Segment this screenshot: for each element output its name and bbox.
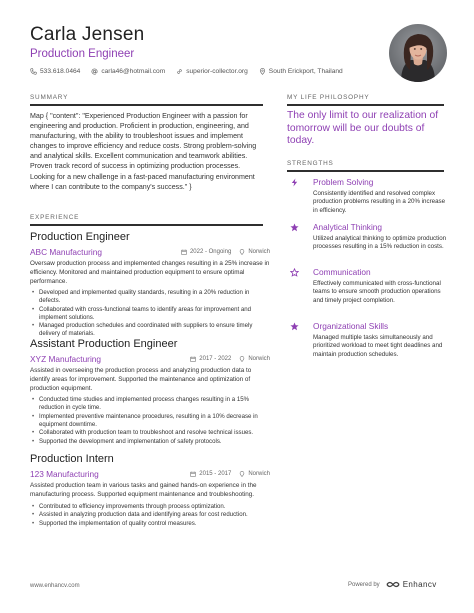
strength-title: Communication [313, 267, 371, 277]
at-icon [91, 68, 98, 75]
footer-branding [348, 580, 437, 589]
job-bullet: • Supported the development and implementation of safety protocols. [30, 438, 270, 446]
job-entry [30, 231, 270, 339]
calendar-icon [190, 471, 196, 477]
contact-email[interactable] [91, 67, 165, 76]
job-bullet: • Implemented preventive maintenance procedures, resulting in a 10% decrease in equipment downtime. [30, 413, 270, 429]
candidate-name: Carla Jensen [30, 24, 145, 45]
strength-title: Analytical Thinking [313, 222, 383, 232]
location-pin-icon [239, 249, 245, 255]
location-pin-icon [239, 471, 245, 477]
company-name: XYZ Manufacturing [30, 354, 102, 364]
experience-divider [30, 224, 263, 226]
job-bullet: • Collaborated with cross-functional teams to identify areas for improvement and implement solutions. [30, 306, 270, 322]
job-title: Assistant Production Engineer [30, 338, 178, 350]
contact-email-text: carla46@hotmail.com [101, 68, 166, 75]
job-dates: 2022 - Ongoing [189, 249, 232, 255]
job-bullets [30, 289, 270, 337]
job-title: Production Intern [30, 453, 114, 465]
star-icon [290, 322, 299, 331]
location-pin-icon [239, 356, 245, 362]
strength-title: Organizational Skills [313, 321, 389, 331]
strengths-heading: STRENGTHS [287, 160, 334, 167]
contact-location-text: South Erickport, Thailand [268, 68, 343, 75]
powered-by-label: Powered by [348, 581, 380, 588]
contact-phone-text: 533.618.0464 [40, 68, 81, 75]
job-location: Norwich [248, 356, 270, 362]
philosophy-divider [287, 104, 444, 106]
contact-bar [30, 67, 343, 76]
job-location: Norwich [248, 249, 270, 255]
job-bullets [30, 396, 270, 445]
strength-title: Problem Solving [313, 177, 374, 187]
job-meta [30, 247, 270, 257]
job-meta [30, 354, 270, 364]
contact-website-text: superior-collector.org [186, 68, 248, 75]
contact-location [259, 67, 343, 76]
summary-heading: SUMMARY [30, 94, 69, 101]
brand-logo[interactable] [386, 580, 437, 589]
job-bullet: • Conducted time studies and implemented process changes resulting in a 15% reduction in cycle time. [30, 396, 270, 412]
job-description: Assisted in overseeing the production process and analyzing production data to identify areas for improvement. Supported the maintenance and optimization of production equipment. [30, 367, 252, 392]
job-entry [30, 453, 270, 528]
footer-website[interactable]: www.enhancv.com [30, 583, 80, 589]
philosophy-heading: MY LIFE PHILOSOPHY [287, 94, 370, 101]
brand-name: Enhancv [402, 580, 437, 589]
summary-divider [30, 104, 263, 106]
job-dates: 2015 - 2017 [199, 471, 232, 477]
job-bullet: • Assisted in analyzing production data and identifying areas for cost reduction. [30, 511, 270, 519]
experience-heading: EXPERIENCE [30, 214, 80, 221]
company-name: 123 Manufacturing [30, 469, 99, 479]
phone-icon [30, 68, 37, 75]
location-pin-icon [259, 68, 266, 75]
contact-website[interactable] [176, 67, 248, 76]
job-description: Oversaw production process and implemented changes resulting in a 25% increase in efficiency. Monitored and maintained production equipment to ensure optimal performance. [30, 260, 270, 285]
job-bullets [30, 503, 270, 528]
link-icon [176, 68, 183, 75]
job-bullet: • Contributed to efficiency improvements through process optimization. [30, 503, 270, 511]
job-title: Production Engineer [30, 231, 130, 243]
strength-description: Managed multiple tasks simultaneously and prioritized workload to meet tight deadlines and maintain production schedules. [313, 334, 443, 358]
strength-item [287, 267, 447, 305]
calendar-icon [181, 249, 187, 255]
job-meta [30, 469, 270, 479]
job-entry [30, 338, 270, 446]
company-name: ABC Manufacturing [30, 247, 102, 257]
strength-description: Consistently identified and resolved complex production problems resulting in a 20% increase in efficiency. [313, 190, 446, 214]
job-bullet: • Developed and implemented quality standards, resulting in a 20% reduction in defects. [30, 289, 270, 305]
job-dates: 2017 - 2022 [199, 356, 232, 362]
job-location: Norwich [248, 471, 270, 477]
enhancv-logo-icon [386, 580, 400, 589]
strength-description: Utilized analytical thinking to optimize production processes resulting in a 15% reduction in costs. [313, 235, 447, 251]
job-description: Assisted production team in various tasks and gained hands-on experience in the manufacturing process. Supported equipment maintenance and troubleshooting. [30, 482, 257, 498]
strength-description: Effectively communicated with cross-functional teams to ensure smooth production operations and timely project completion. [313, 280, 441, 304]
strength-item [287, 321, 447, 359]
strength-item [287, 177, 447, 215]
star-icon [290, 223, 299, 232]
job-bullet: • Collaborated with production team to troubleshoot and resolve technical issues. [30, 429, 270, 437]
job-bullet: • Managed production schedules and coordinated with suppliers to ensure timely delivery of materials. [30, 322, 270, 338]
calendar-icon [190, 356, 196, 362]
lightning-icon [290, 178, 299, 187]
philosophy-quote: The only limit to our realization of tomorrow will be our doubts of today. [287, 110, 439, 146]
candidate-title: Production Engineer [30, 48, 135, 60]
star-outline-icon [290, 268, 299, 277]
summary-text: Map { "content": "Experienced Production Engineer with a passion for engineering and production. Proficient in production, engineering, and manufacturing, with the ability to troubleshoot issues and implement changes to improve efficiency and reduce costs. Strong problem-solving and analytical skills. Excellent communication and teamwork abilities. Proven track record of success in optimizing production processes. Looking for a new challenge in a fast-paced manufacturing environment where I can contribute to the company's success." } [30, 112, 257, 191]
strength-item [287, 222, 447, 252]
job-bullet: • Supported the implementation of quality control measures. [30, 520, 270, 528]
profile-photo [389, 24, 447, 82]
strengths-divider [287, 170, 444, 172]
contact-phone[interactable] [30, 67, 80, 76]
